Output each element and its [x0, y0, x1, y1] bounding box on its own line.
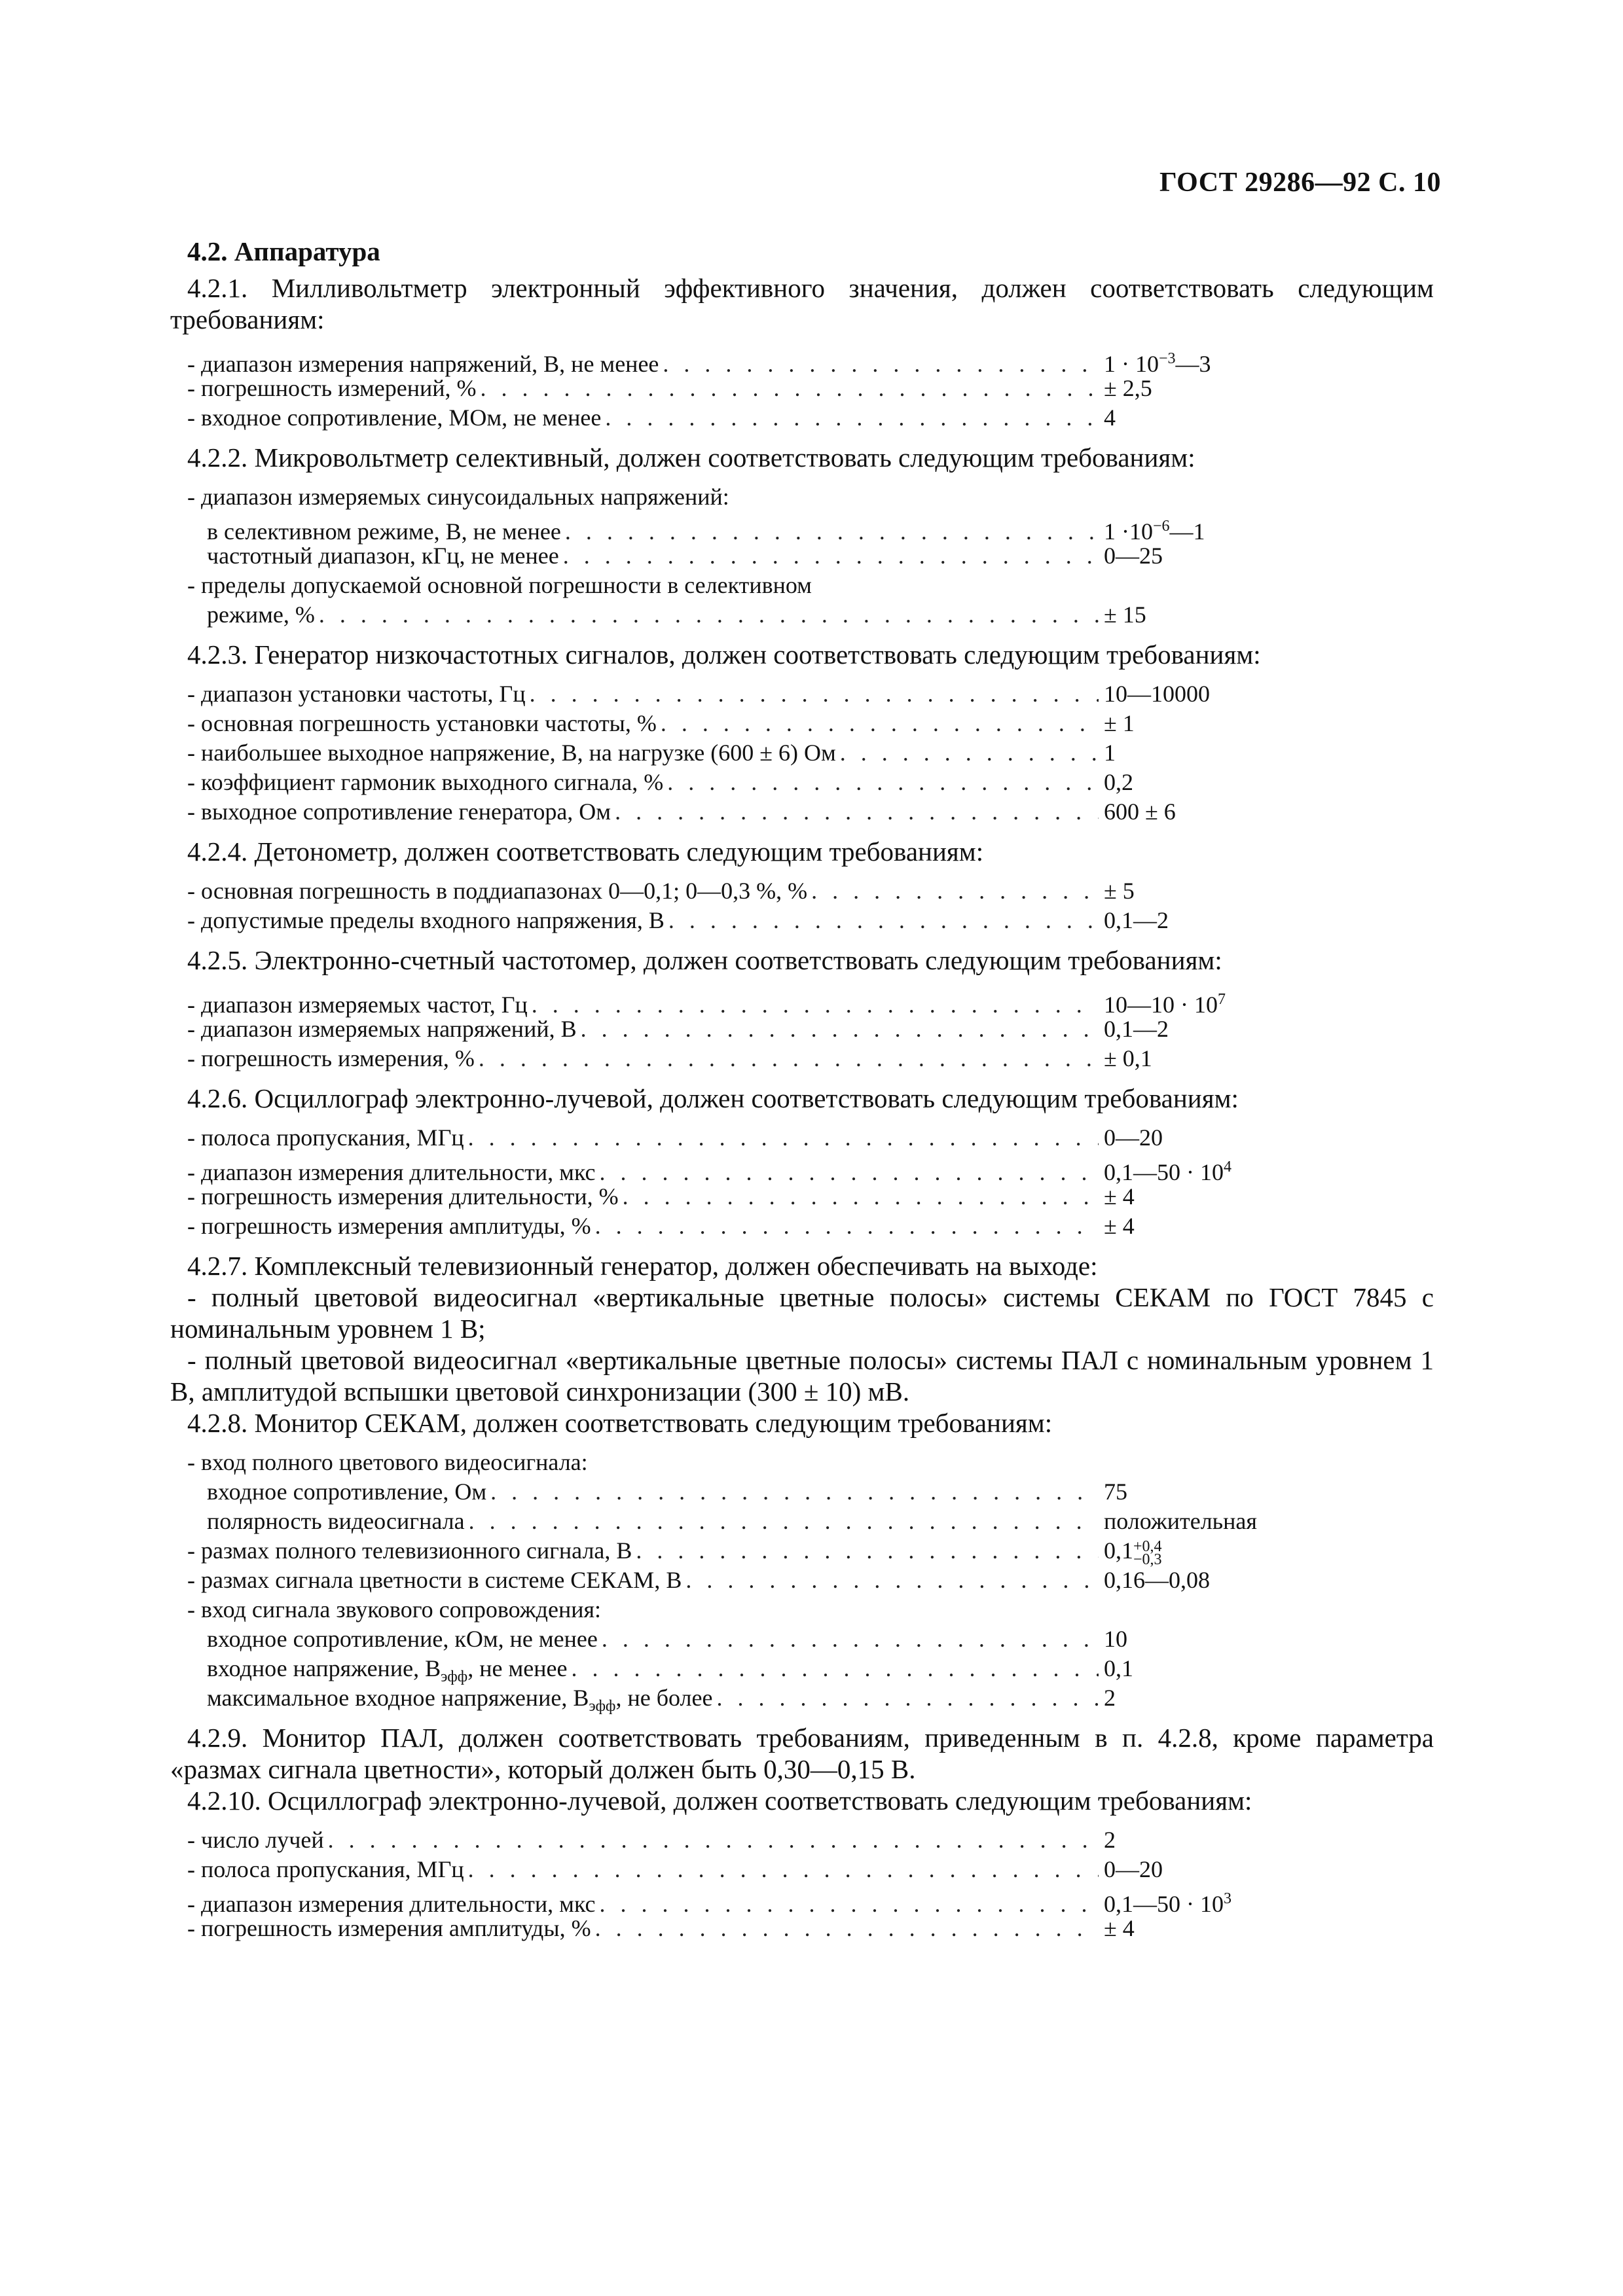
spec-label: - основная погрешность в поддиапазонах 0—0,1; 0—0,3 %, % [187, 878, 808, 904]
paragraph-4-2-8: 4.2.8. Монитор СЕКАМ, должен соответствовать следующим требованиям: [187, 1408, 1053, 1438]
spec-label: - погрешность измерений, % [187, 375, 477, 401]
spec-row [187, 1153, 1281, 1185]
spec-row [187, 541, 1281, 571]
spec-label: режиме, % [207, 601, 315, 628]
spec-row [187, 1014, 1281, 1044]
spec-label: - пределы допускаемой основной погрешности в селективном [187, 572, 812, 598]
leader-dots [668, 906, 1099, 935]
spec-value: 10—10 · $10^7$ [1104, 991, 1226, 1018]
paragraph-4-2-7-item-2: - полный цветовой видеосигнал «вертикальные цветные полосы» системы ПАЛ с номинальным уровнем 1 В, амплитудой вспышки цветовой синхронизации (300 ± 10) мВ. [170, 1345, 1434, 1407]
spec-row [187, 1182, 1281, 1211]
spec-value: ± 5 [1104, 878, 1135, 904]
spec-label: в селективном режиме, В, не менее [207, 518, 561, 545]
spec-label: - погрешность измерения амплитуды, % [187, 1915, 591, 1941]
spec-value: 0,1—50 · $10^4$ [1104, 1158, 1231, 1185]
spec-label: - наибольшее выходное напряжение, В, на нагрузке (600 ± 6) Ом [187, 740, 836, 766]
spec-value: ± 4 [1104, 1183, 1135, 1210]
paragraph-4-2-5: 4.2.5. Электронно-счетный частотомер, должен соответствовать следующим требованиям: [187, 945, 1222, 975]
spec-list-4-2-6 [187, 1123, 1281, 1241]
spec-row [187, 1855, 1281, 1884]
spec-label: полярность видеосигнала [207, 1508, 465, 1534]
spec-label: - вход сигнала звукового сопровождения: [187, 1596, 602, 1623]
spec-list-4-2-1 [187, 344, 1281, 433]
spec-list-4-2-8 [187, 1448, 1281, 1713]
leader-dots [595, 1211, 1099, 1241]
page-header: ГОСТ 29286—92 С. 10 [1159, 168, 1441, 198]
spec-row [187, 679, 1281, 709]
spec-value: ± 1 [1104, 710, 1135, 736]
spec-value: 0,1—2 [1104, 1016, 1169, 1042]
spec-value: 0—20 [1104, 1124, 1163, 1151]
paragraph-4-2-9: 4.2.9. Монитор ПАЛ, должен соответствовать требованиям, приведенным в п. 4.2.8, кроме параметра «размах сигнала цветности», который должен быть 0,30—0,15 В. [170, 1723, 1434, 1784]
spec-value: $1 \cdot 10^{-3}—3$ [1104, 350, 1211, 377]
spec-label: - диапазон установки частоты, Гц [187, 681, 526, 707]
spec-row [187, 512, 1281, 545]
leader-dots [319, 600, 1099, 630]
spec-row [187, 1683, 1281, 1713]
leader-dots [468, 1123, 1099, 1153]
spec-row [187, 1566, 1281, 1595]
spec-list-4-2-10 [187, 1825, 1281, 1943]
spec-row [187, 738, 1281, 768]
leader-dots [602, 1624, 1099, 1654]
spec-value: 1 [1104, 740, 1116, 766]
leader-dots [636, 1536, 1099, 1566]
spec-list-4-2-4 [187, 876, 1281, 935]
leader-dots [479, 1044, 1099, 1073]
spec-row [187, 374, 1281, 403]
spec-label: - полоса пропускания, МГц [187, 1856, 464, 1882]
spec-row [187, 985, 1281, 1018]
spec-label: - число лучей [187, 1827, 324, 1853]
spec-value: 2 [1104, 1685, 1116, 1711]
spec-label: - полоса пропускания, МГц [187, 1124, 464, 1151]
leader-dots [667, 768, 1099, 797]
spec-row [187, 1536, 1281, 1566]
spec-label: - допустимые пределы входного напряжения, В [187, 907, 665, 933]
spec-value: 2 [1104, 1827, 1116, 1853]
leader-dots [811, 876, 1099, 906]
leader-dots [623, 1182, 1099, 1211]
spec-row [187, 1507, 1281, 1536]
paragraph-4-2-10: 4.2.10. Осциллограф электронно-лучевой, должен соответствовать следующим требованиям: [187, 1785, 1252, 1816]
spec-value: 0—20 [1104, 1856, 1163, 1882]
spec-row [187, 1123, 1281, 1153]
spec-value: 0,2 [1104, 769, 1133, 795]
spec-value: ± 4 [1104, 1915, 1135, 1941]
spec-label: - размах сигнала цветности в системе СЕКАМ, В [187, 1567, 682, 1593]
spec-row [187, 1884, 1281, 1917]
paragraph-4-2-4: 4.2.4. Детонометр, должен соответствовать следующим требованиям: [187, 836, 984, 867]
paragraph-4-2-3: 4.2.3. Генератор низкочастотных сигналов, должен соответствовать следующим требованиям: [187, 639, 1261, 670]
spec-value: ± 4 [1104, 1213, 1135, 1239]
spec-value: 75 [1104, 1479, 1127, 1505]
spec-row [187, 1825, 1281, 1855]
spec-row [187, 403, 1281, 433]
spec-value: ± 15 [1104, 601, 1146, 628]
spec-row [187, 600, 1281, 630]
spec-label: частотный диапазон, кГц, не менее [207, 543, 559, 569]
spec-row [187, 1211, 1281, 1241]
spec-row [187, 1654, 1281, 1686]
leader-dots [563, 541, 1099, 571]
spec-value: 10—10000 [1104, 681, 1210, 707]
spec-value: ± 2,5 [1104, 375, 1152, 401]
spec-row [187, 1477, 1281, 1507]
leader-dots [615, 797, 1099, 827]
spec-label: - диапазон измерения длительности, мкс [187, 1891, 596, 1917]
paragraph-4-2-2: 4.2.2. Микровольтметр селективный, должен соответствовать следующим требованиям: [187, 442, 1195, 473]
spec-label: - диапазон измеряемых синусоидальных напряжений: [187, 484, 729, 510]
leader-dots [605, 403, 1099, 433]
leader-dots [571, 1654, 1099, 1683]
spec-label: - вход полного цветового видеосигнала: [187, 1449, 588, 1475]
spec-list-4-2-2 [187, 482, 1281, 630]
spec-value: 10 [1104, 1626, 1127, 1652]
leader-dots [328, 1825, 1099, 1855]
spec-label: - диапазон измерения длительности, мкс [187, 1159, 596, 1185]
spec-row [187, 1914, 1281, 1943]
spec-label: - диапазон измеряемых частот, Гц [187, 992, 528, 1018]
leader-dots [481, 374, 1099, 403]
leader-dots [716, 1683, 1099, 1713]
leader-dots [685, 1566, 1099, 1595]
leader-dots [581, 1014, 1099, 1044]
paragraph-4-2-6: 4.2.6. Осциллограф электронно-лучевой, должен соответствовать следующим требованиям: [187, 1083, 1239, 1113]
spec-value: 0,1 [1104, 1655, 1133, 1681]
spec-value: 4 [1104, 404, 1116, 431]
leader-dots [490, 1477, 1099, 1507]
spec-row [187, 876, 1281, 906]
paragraph-4-2-1: 4.2.1. Милливольтметр электронный эффективного значения, должен соответствовать следующим требованиям: [170, 273, 1434, 334]
spec-value: 0,16—0,08 [1104, 1567, 1210, 1593]
spec-label: - основная погрешность установки частоты, % [187, 710, 657, 736]
spec-value: 0,1—2 [1104, 907, 1169, 933]
spec-row [187, 768, 1281, 797]
spec-value: 0,1+0,4 −0,3 [1104, 1537, 1162, 1568]
section-title: 4.2. Аппаратура [187, 236, 380, 266]
spec-value: 0—25 [1104, 543, 1163, 569]
spec-value: 0,1—50 · $10^3$ [1104, 1890, 1231, 1917]
spec-label: - выходное сопротивление генератора, Ом [187, 798, 611, 825]
spec-row [187, 906, 1281, 935]
spec-label: - погрешность измерения амплитуды, % [187, 1213, 591, 1239]
document-body [170, 236, 1434, 1952]
leader-dots [661, 709, 1099, 738]
spec-row [187, 709, 1281, 738]
spec-label: - размах полного телевизионного сигнала, В [187, 1537, 632, 1564]
spec-list-4-2-5 [187, 985, 1281, 1073]
spec-list-4-2-3 [187, 679, 1281, 827]
spec-value: $1 \cdot 10^{-6}—1$ [1104, 518, 1205, 545]
spec-row [187, 1044, 1281, 1073]
spec-row [187, 797, 1281, 827]
spec-label: входное сопротивление, Ом [207, 1479, 487, 1505]
paragraph-4-2-7: 4.2.7. Комплексный телевизионный генератор, должен обеспечивать на выходе: [187, 1251, 1098, 1281]
spec-label: входное напряжение, $В_{эфф}$, не менее [207, 1655, 568, 1686]
spec-label: - коэффициент гармоник выходного сигнала, % [187, 769, 664, 795]
spec-value: ± 0,1 [1104, 1045, 1152, 1071]
spec-label: - диапазон измерения напряжений, В, не менее [187, 351, 659, 377]
spec-label: - диапазон измеряемых напряжений, В [187, 1016, 577, 1042]
leader-dots [469, 1507, 1099, 1536]
leader-dots [595, 1914, 1099, 1943]
spec-label: - погрешность измерения, % [187, 1045, 475, 1071]
spec-label: входное сопротивление, кОм, не менее [207, 1626, 598, 1652]
paragraph-4-2-7-item-1: - полный цветовой видеосигнал «вертикальные цветные полосы» системы СЕКАМ по ГОСТ 7845 с номинальным уровнем 1 В; [170, 1282, 1434, 1344]
spec-row [187, 1624, 1281, 1654]
leader-dots [530, 679, 1099, 709]
leader-dots [468, 1855, 1099, 1884]
spec-value: положительная [1104, 1508, 1257, 1534]
leader-dots [840, 738, 1099, 768]
spec-value: 600 ± 6 [1104, 798, 1176, 825]
spec-row [187, 344, 1281, 377]
spec-label: - входное сопротивление, МОм, не менее [187, 404, 602, 431]
spec-label: максимальное входное напряжение, $В_{эфф}$, не более [207, 1685, 713, 1715]
spec-label: - погрешность измерения длительности, % [187, 1183, 619, 1210]
